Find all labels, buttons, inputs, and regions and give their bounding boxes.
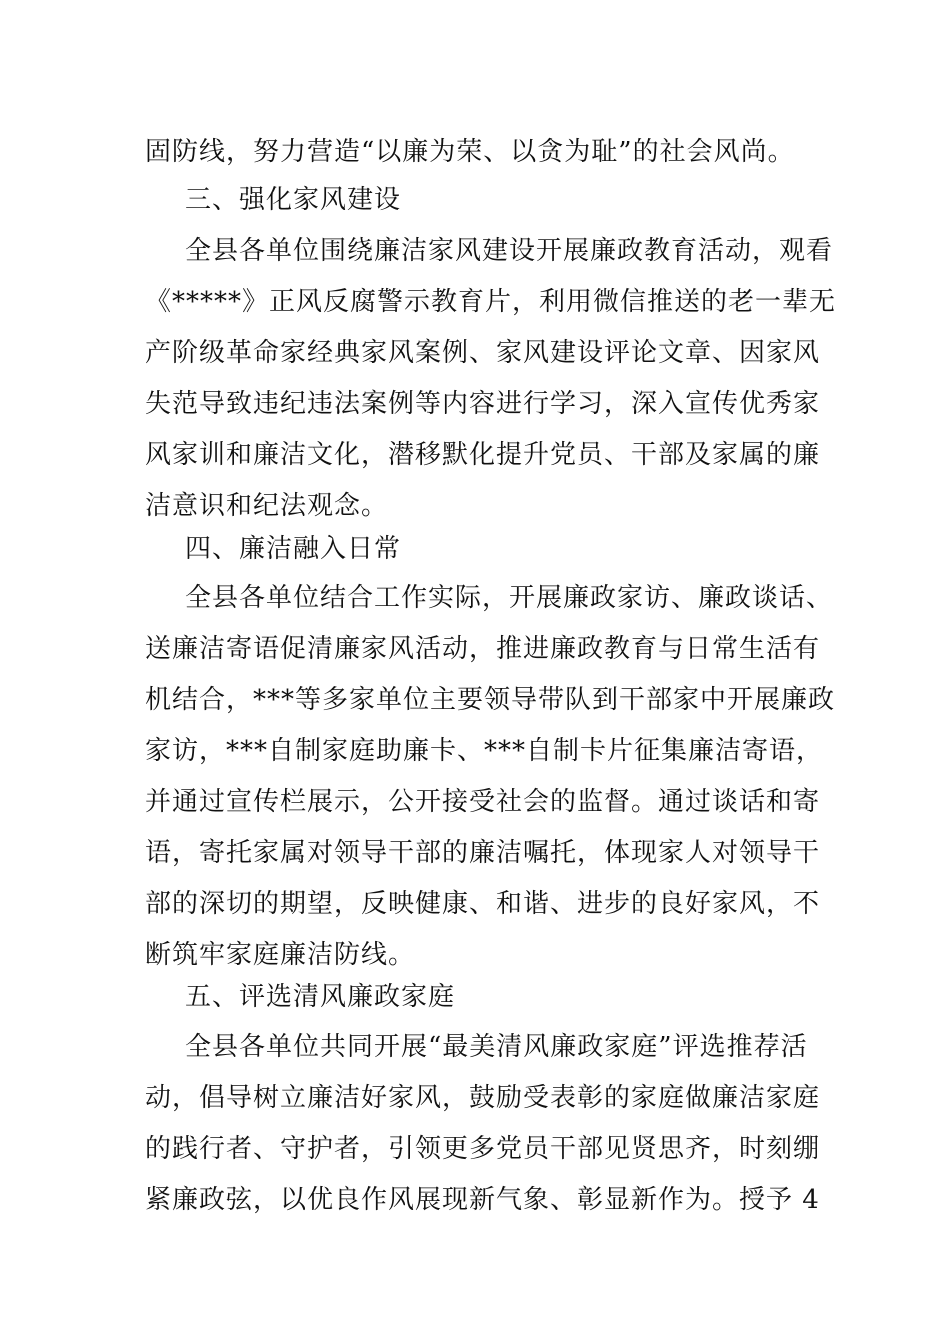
section-heading-5: 五、评选清风廉政家庭 bbox=[185, 982, 456, 1012]
paragraph-line: 紧廉政弦，以优良作风展现新气象、彰显新作为。授予 4 bbox=[145, 1185, 820, 1215]
paragraph-line: 全县各单位共同开展“最美清风廉政家庭”评选推荐活 bbox=[185, 1032, 808, 1062]
paragraph-line: 《*****》正风反腐警示教育片，利用微信推送的老一辈无 bbox=[145, 287, 837, 317]
section-heading-3: 三、强化家风建设 bbox=[185, 185, 402, 215]
paragraph-line: 的践行者、守护者，引领更多党员干部见贤思齐，时刻绷 bbox=[145, 1134, 821, 1164]
paragraph-line: 失范导致违纪违法案例等内容进行学习，深入宣传优秀家 bbox=[145, 389, 821, 419]
paragraph-line: 送廉洁寄语促清廉家风活动，推进廉政教育与日常生活有 bbox=[145, 634, 821, 664]
paragraph-line: 家访，***自制家庭助廉卡、***自制卡片征集廉洁寄语， bbox=[145, 736, 824, 766]
section-heading-4: 四、廉洁融入日常 bbox=[185, 534, 402, 564]
paragraph-line: 机结合，***等多家单位主要领导带队到干部家中开展廉政 bbox=[145, 685, 836, 715]
body-line: 固防线，努力营造“以廉为荣、以贪为耻”的社会风尚。 bbox=[145, 137, 795, 167]
paragraph-line: 洁意识和纪法观念。 bbox=[145, 491, 389, 521]
paragraph-line: 产阶级革命家经典家风案例、家风建设评论文章、因家风 bbox=[145, 338, 821, 368]
paragraph-line: 风家训和廉洁文化，潜移默化提升党员、干部及家属的廉 bbox=[145, 440, 821, 470]
paragraph-line: 部的深切的期望，反映健康、和谐、进步的良好家风，不 bbox=[145, 889, 821, 919]
paragraph-line: 全县各单位结合工作实际，开展廉政家访、廉政谈话、 bbox=[185, 583, 834, 613]
paragraph-line: 并通过宣传栏展示，公开接受社会的监督。通过谈话和寄 bbox=[145, 787, 821, 817]
paragraph-line: 语，寄托家属对领导干部的廉洁嘱托，体现家人对领导干 bbox=[145, 838, 821, 868]
paragraph-line: 全县各单位围绕廉洁家风建设开展廉政教育活动，观看 bbox=[185, 236, 834, 266]
paragraph-line: 动，倡导树立廉洁好家风，鼓励受表彰的家庭做廉洁家庭 bbox=[145, 1083, 821, 1113]
paragraph-line: 断筑牢家庭廉洁防线。 bbox=[145, 940, 416, 970]
